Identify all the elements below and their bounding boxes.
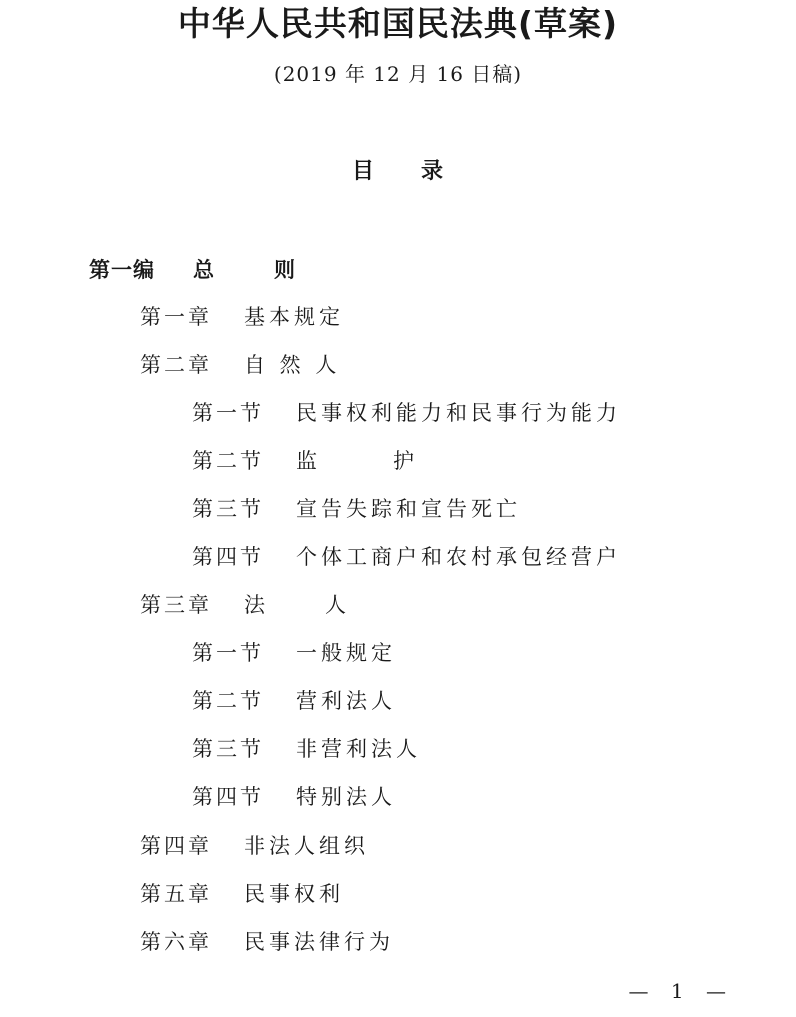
toc-section-name: 民事权利能力和民事行为能力 — [296, 401, 621, 425]
toc-section-number: 第一节 — [192, 401, 264, 425]
toc-chapter-name: 民事权利 — [244, 882, 344, 906]
toc-section-name: 一般规定 — [296, 641, 396, 665]
toc-section-name: 个体工商户和农村承包经营户 — [296, 545, 621, 569]
toc-chapter-name: 非法人组织 — [244, 834, 369, 858]
toc-part-number: 第一编 — [89, 258, 155, 282]
toc-heading-char-1: 目 — [351, 159, 375, 184]
toc-chapter-number: 第一章 — [140, 305, 212, 329]
toc-chapter-1[interactable] — [140, 302, 344, 332]
toc-chapter-number: 第三章 — [140, 593, 212, 617]
toc-section-name: 特别法人 — [296, 785, 396, 809]
toc-heading — [0, 156, 796, 188]
toc-section-number: 第二节 — [192, 689, 264, 713]
toc-section-number: 第四节 — [192, 545, 264, 569]
toc-section-number: 第一节 — [192, 641, 264, 665]
toc-section-name: 非营利法人 — [296, 737, 421, 761]
toc-section-3-2[interactable] — [192, 686, 396, 716]
page-number: — 1 — — [628, 979, 734, 1003]
toc-chapter-6[interactable] — [140, 927, 394, 957]
toc-section-number: 第二节 — [192, 449, 264, 473]
toc-section-number: 第四节 — [192, 785, 264, 809]
toc-chapter-number: 第五章 — [140, 882, 212, 906]
toc-section-name: 营利法人 — [296, 689, 396, 713]
toc-part-1[interactable] — [89, 255, 295, 285]
toc-chapter-name: 自 然 人 — [244, 353, 341, 377]
toc-chapter-5[interactable] — [140, 879, 344, 909]
toc-section-2-3[interactable] — [192, 494, 521, 524]
toc-section-number: 第三节 — [192, 737, 264, 761]
toc-chapter-4[interactable] — [140, 831, 369, 861]
toc-chapter-name: 民事法律行为 — [244, 930, 394, 954]
toc-chapter-number: 第六章 — [140, 930, 212, 954]
toc-section-number: 第三节 — [192, 497, 264, 521]
toc-section-3-3[interactable] — [192, 734, 421, 764]
toc-chapter-3[interactable] — [140, 590, 350, 620]
toc-chapter-number: 第二章 — [140, 353, 212, 377]
toc-section-2-2[interactable] — [192, 446, 418, 476]
toc-section-name: 监 护 — [296, 449, 418, 473]
toc-chapter-name: 法 人 — [244, 593, 350, 617]
document-title: 中华人民共和国民法典(草案) — [177, 4, 619, 43]
toc-section-2-1[interactable] — [192, 398, 621, 428]
toc-chapter-2[interactable] — [140, 350, 340, 380]
toc-part-name: 总 则 — [193, 258, 295, 282]
toc-section-name: 宣告失踪和宣告死亡 — [296, 497, 521, 521]
toc-chapter-name: 基本规定 — [244, 305, 344, 329]
toc-section-3-4[interactable] — [192, 782, 396, 812]
toc-section-3-1[interactable] — [192, 638, 396, 668]
draft-date: (2019 年 12 月 16 日稿) — [273, 62, 523, 86]
toc-heading-char-2: 录 — [421, 159, 445, 184]
toc-chapter-number: 第四章 — [140, 834, 212, 858]
toc-section-2-4[interactable] — [192, 542, 621, 572]
